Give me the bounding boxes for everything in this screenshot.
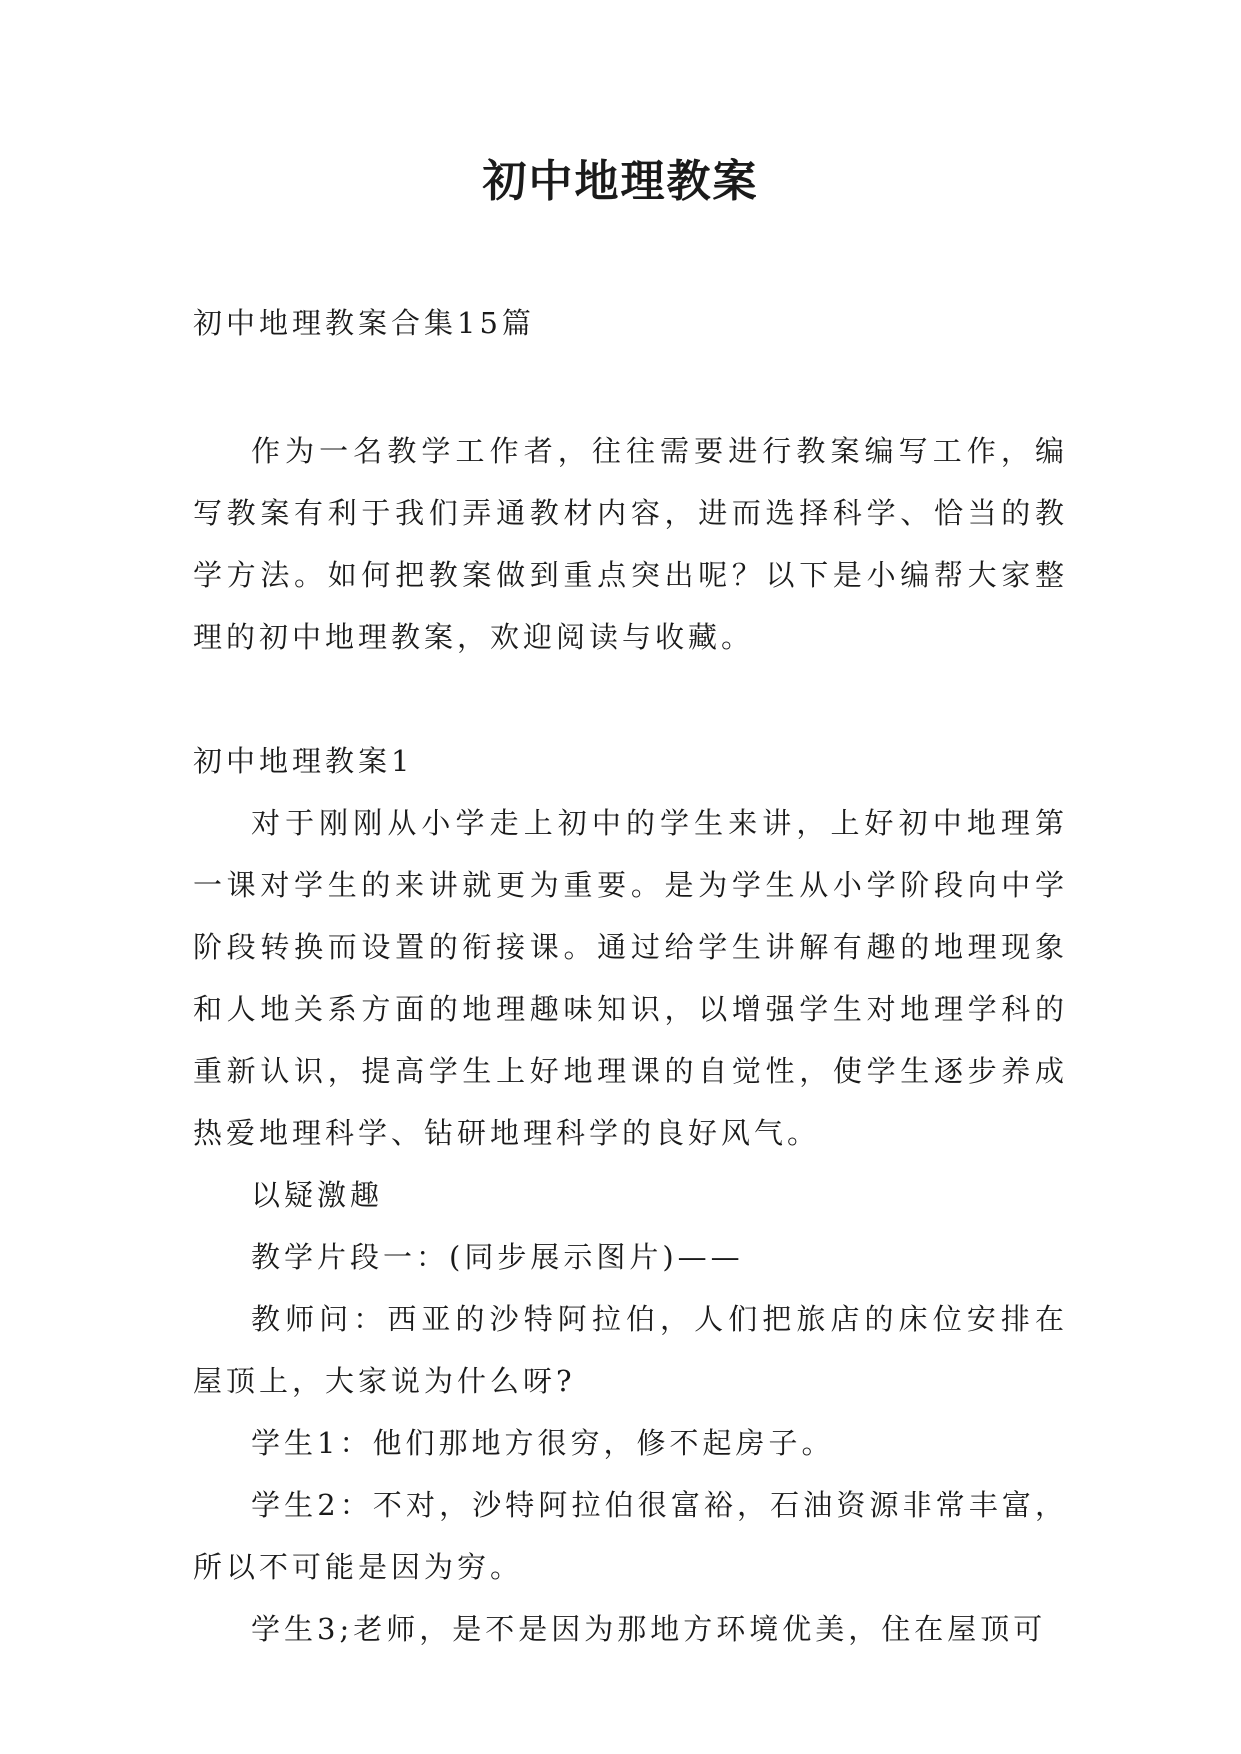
intro-paragraph: 作为一名教学工作者，往往需要进行教案编写工作，编写教案有利于我们弄通教材内容，进而选择科学、恰当的教学方法。如何把教案做到重点突出呢？以下是小编帮大家整理的初中地理教案，欢迎阅读与收藏。	[193, 434, 1068, 654]
section-heading: 初中地理教案1	[193, 744, 414, 778]
document-body	[193, 292, 1068, 1660]
document-subtitle: 初中地理教案合集15篇	[193, 306, 535, 340]
section-paragraph: 学生3;老师，是不是因为那地方环境优美，住在屋顶可	[251, 1612, 1047, 1646]
document-title: 初中地理教案	[482, 156, 759, 207]
section-paragraph: 学生1：他们那地方很穷，修不起房子。	[251, 1426, 835, 1460]
section-paragraph: 学生2：不对，沙特阿拉伯很富裕，石油资源非常丰富，所以不可能是因为穷。	[193, 1488, 1068, 1584]
section-paragraph: 对于刚刚从小学走上初中的学生来讲，上好初中地理第一课对学生的来讲就更为重要。是为学生从小学阶段向中学阶段转换而设置的衔接课。通过给学生讲解有趣的地理现象和人地关系方面的地理趣味知识，以增强学生对地理学科的重新认识，提高学生上好地理课的自觉性，使学生逐步养成热爱地理科学、钻研地理科学的良好风气。	[193, 806, 1068, 1150]
section-paragraph: 教学片段一：(同步展示图片)——	[251, 1240, 744, 1274]
section-paragraph: 教师问：西亚的沙特阿拉伯，人们把旅店的床位安排在屋顶上，大家说为什么呀?	[193, 1302, 1068, 1398]
section-paragraph: 以疑激趣	[251, 1178, 384, 1212]
